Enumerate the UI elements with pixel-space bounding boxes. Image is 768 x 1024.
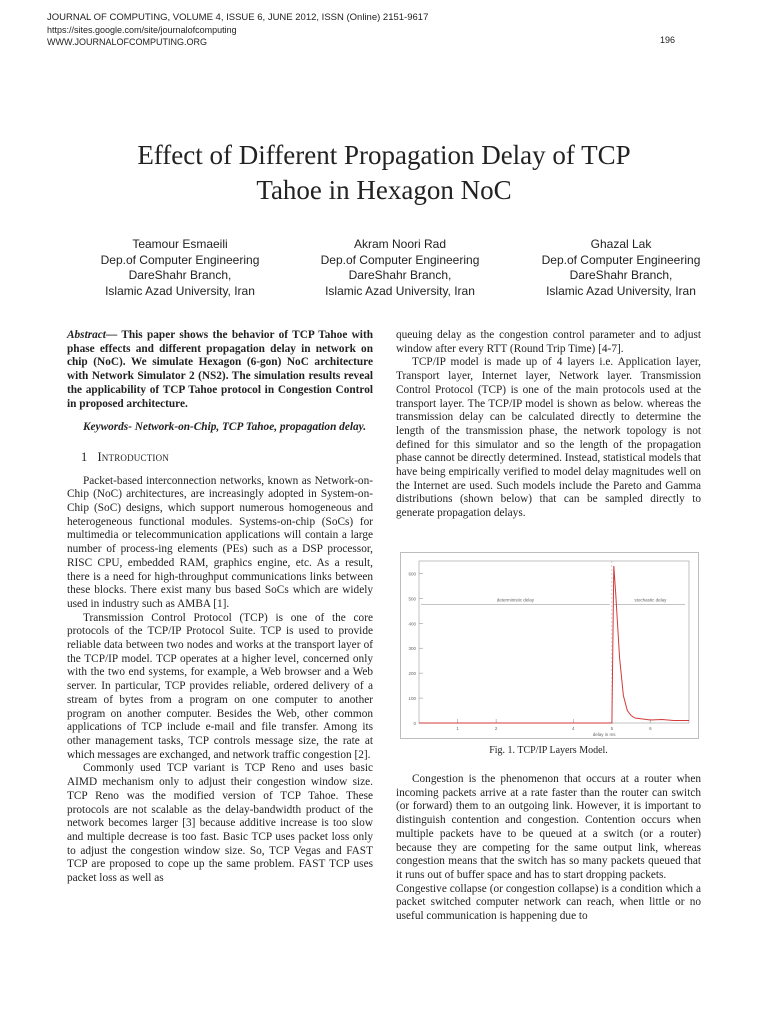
paper-title <box>60 138 708 208</box>
plot-area <box>419 561 689 723</box>
author-dept: Dep.of Computer Engineering <box>320 252 480 267</box>
author-univ: Islamic Azad University, Iran <box>546 283 696 298</box>
y-tick-label: 600 <box>408 571 416 577</box>
y-tick-label: 100 <box>408 696 416 702</box>
body-paragraph: Transmission Control Protocol (TCP) is one of the core protocols of the TCP/IP Protocol Suite. TCP is used to provide reliable data between two nodes and works at the transport layer of the TCP/IP model. TCP operates at a higher level, concerned only with the two end systems, for example, a Web browser and a Web server. In particular, TCP provides reliable, ordered delivery of a stream of bytes from a program on one computer to another program on another computer. Besides the Web, other common applications of TCP include e-mail and file transfer. Among its other management tasks, TCP controls message size, the rate at which messages are exchanged, and network traffic congestion [2]. <box>67 611 373 761</box>
abstract-label: Abstract <box>67 329 106 341</box>
body-paragraph: Congestion is the phenomenon that occurs at a router when incoming packets arrive at a rate faster than the router can switch (or forward) them to an outgoing link. However, it is important to distinguish contention and congestion. Contention occurs when multiple packets have to be queued at a switch (or a router) because they are competing for the same output link, whereas congestion means that the switch has so many packets queued that it runs out of buffer space and has to start dropping packets. <box>396 773 701 881</box>
author-univ: Islamic Azad University, Iran <box>105 283 255 298</box>
author-name: Ghazal Lak <box>590 237 652 251</box>
author-block <box>290 237 510 299</box>
figure-caption: Fig. 1. TCP/IP Layers Model. <box>489 745 608 756</box>
abstract-text: — This paper shows the behavior of TCP Tahoe with phase effects and different propagation delay in network on chip (NoC). We simulate Hexagon (6-gon) NoC architecture with Network Simulator 2 (NS2). The simulation results reveal the applicability of TCP Tahoe protocol in Congestion Control in proposed architecture. <box>67 329 373 410</box>
delay-distribution-chart <box>401 553 698 738</box>
author-branch: DareShahr Branch, <box>128 268 232 283</box>
stochastic-delay-label: stochastic delay <box>634 597 667 603</box>
x-tick-label: 2 <box>494 726 498 731</box>
x-tick-label: 1 <box>456 726 459 731</box>
body-paragraph: TCP/IP model is made up of 4 layers i.e. Application layer, Transport layer, Internet layer, Network layer. Transmission Control Protocol (TCP) is one of the main protocols used at the transport layer. The TCP/IP model is shown as below. whereas the transmission delay can be calculated directly to determine the length of the transmission phase, the network topology is not defined for this simulator and so the length of the propagation phase cannot be directly determined. Instead, statistical models that have being empirically verified to model delay magnitudes well on the Internet are used. Such models include the Pareto and Gamma distributions (shown below) that can be sampled directly to generate propagation delays. <box>396 356 701 520</box>
right-column-bottom <box>396 773 701 924</box>
section-title: Introduction <box>97 449 169 464</box>
author-branch: DareShahr Branch, <box>569 268 673 283</box>
body-paragraph: Commonly used TCP variant is TCP Reno and uses basic AIMD mechanism only to adjust their congestion window size. TCP Reno was the modified version of TCP Tahoe. These protocols are not scalable as the delay-bandwidth product of the network becomes larger [3] because additive increase is too slow and multiple decrease is too fast. Basic TCP uses packet loss only to adjust the congestion window size. So, TCP Vegas and FAST TCP are proposed to cope up the same problem. FAST TCP uses packet loss as well as <box>67 762 373 885</box>
x-tick-label: 6 <box>649 726 652 731</box>
page-number: 196 <box>660 35 676 45</box>
author-dept: Dep.of Computer Engineering <box>541 252 701 267</box>
x-tick-label: 5 <box>610 726 614 731</box>
author-dept: Dep.of Computer Engineering <box>100 252 260 267</box>
section-heading <box>81 451 373 465</box>
journal-url: https://sites.google.com/site/journalofcomputing <box>47 25 237 35</box>
author-name: Teamour Esmaeili <box>132 237 228 251</box>
abstract <box>67 329 373 411</box>
body-paragraph: queuing delay as the congestion control parameter and to adjust window after every RTT (Round Trip Time) [4-7]. <box>396 329 701 355</box>
body-paragraph: Packet-based interconnection networks, known as Network-on-Chip (NoC) architectures, are increasingly adopted in System-on-Chip (SoC) designs, which support numerous homogeneous and heterogeneous functional modules. Systems-on-chip (SoCs) for multimedia or telecommunication applications will contain a large number of process-ing elements (PEs) such as a DSP processor, RISC CPU, embedded RAM, graphics engine, etc. As a result, there is a need for high-throughput communications links between these blocks. There exist many bus based SoCs which are widely used in industry such as AMBA [1]. <box>67 474 373 610</box>
deterministic-delay-label: deterministic delay <box>496 597 535 603</box>
y-tick-label: 500 <box>408 596 416 602</box>
y-tick-label: 400 <box>408 621 416 627</box>
delay-curve <box>419 566 689 723</box>
journal-header: JOURNAL OF COMPUTING, VOLUME 4, ISSUE 6, JUNE 2012, ISSN (Online) 2151-9617 <box>47 12 429 23</box>
journal-site: WWW.JOURNALOFCOMPUTING.ORG <box>47 37 207 47</box>
keywords: Keywords- Network-on-Chip, TCP Tahoe, propagation delay. <box>83 421 367 434</box>
y-tick-label: 0 <box>413 721 416 726</box>
author-block <box>511 237 731 299</box>
figure-frame <box>400 552 699 739</box>
section-number: 1 <box>81 449 88 464</box>
author-branch: DareShahr Branch, <box>348 268 452 283</box>
title-line-2: Tahoe in Hexagon NoC <box>256 175 512 205</box>
author-univ: Islamic Azad University, Iran <box>325 283 475 298</box>
y-tick-label: 200 <box>408 671 416 677</box>
y-tick-label: 300 <box>408 646 416 652</box>
author-block <box>70 237 290 299</box>
right-column-top <box>396 329 701 521</box>
title-line-1: Effect of Different Propagation Delay of TCP <box>137 140 631 170</box>
x-tick-label: 4 <box>572 726 575 731</box>
author-name: Akram Noori Rad <box>353 237 447 251</box>
body-paragraph: Congestive collapse (or congestion collapse) is a condition which a packet switched computer network can reach, when little or no useful communication is happening due to <box>396 882 701 923</box>
left-column <box>67 329 373 886</box>
x-axis-label: delay in ms <box>592 732 616 737</box>
